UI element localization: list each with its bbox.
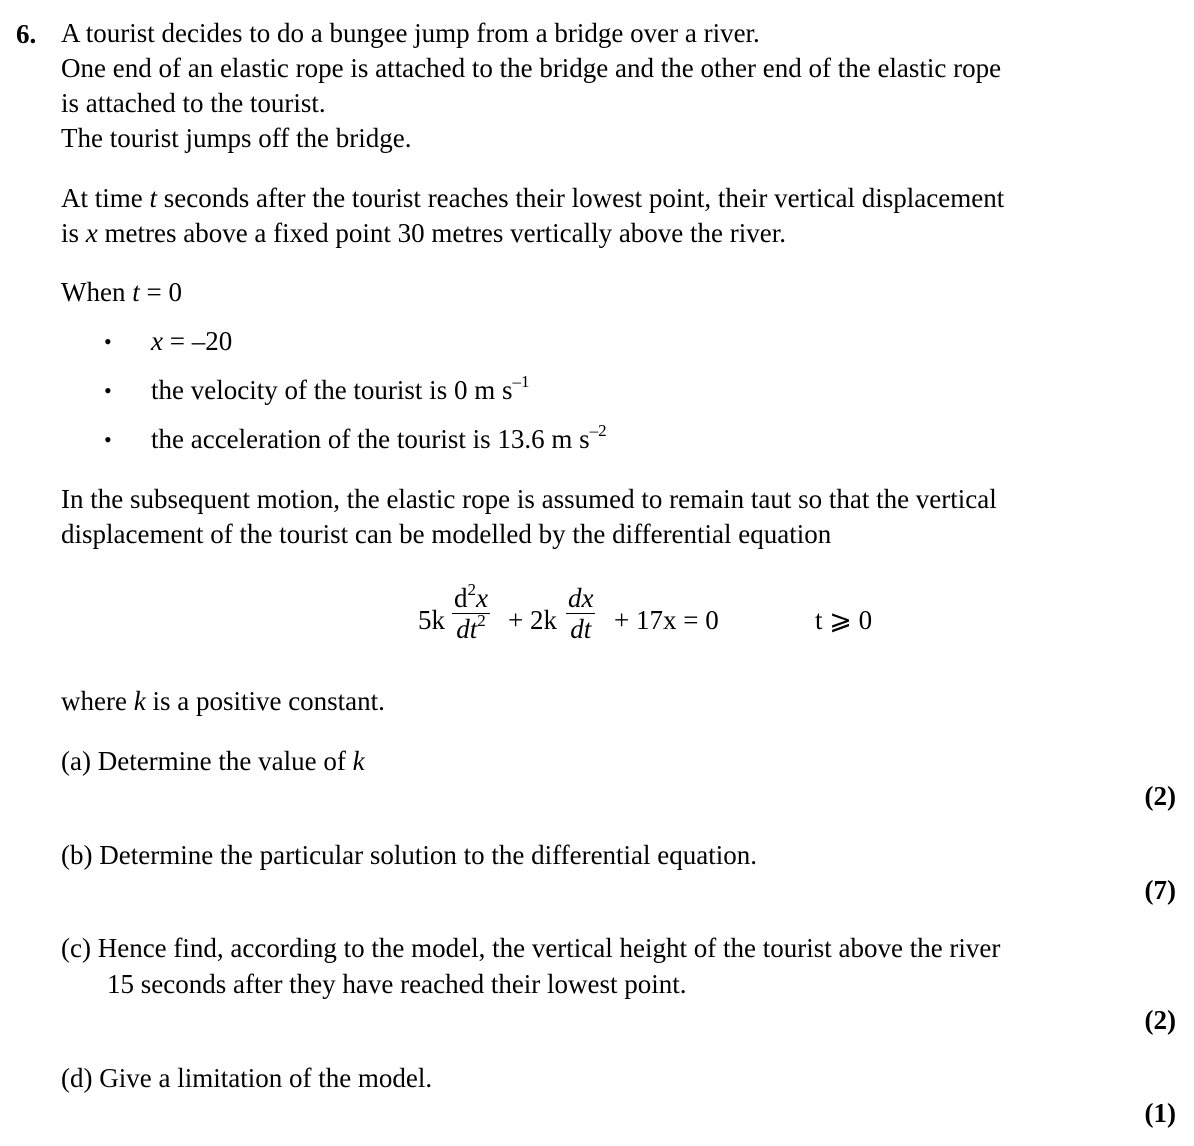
eq-coef-5k: 5k xyxy=(418,605,445,635)
part-d: (d) Give a limitation of the model. xyxy=(61,1063,433,1093)
bullet-1: • xyxy=(104,329,112,354)
condition-acceleration: the acceleration of the tourist is 13.6 m $s^{-2}$ xyxy=(151,421,607,454)
when-line: When t = 0 xyxy=(61,277,182,307)
eq-plus-2k: + 2k xyxy=(508,605,557,635)
eq-rest: + 17x = 0 xyxy=(614,605,719,635)
intro-paragraph xyxy=(61,16,1141,156)
model-line: displacement of the tourist can be modelled by the differential equation xyxy=(61,519,832,549)
intro-line: is attached to the tourist. xyxy=(61,88,326,118)
intro-line: A tourist decides to do a bungee jump from a bridge over a river. xyxy=(61,18,760,48)
mark-d: (1) xyxy=(1144,1098,1176,1128)
mark-b: (7) xyxy=(1144,875,1176,905)
model-line: In the subsequent motion, the elastic rope is assumed to remain taut so that the vertical xyxy=(61,484,997,514)
intro-line: The tourist jumps off the bridge. xyxy=(61,123,412,153)
part-c: (c) Hence find, according to the model, the vertical height of the tourist above the river 15 seconds after they have reached their lowest point. xyxy=(61,933,1001,999)
condition-velocity: the velocity of the tourist is 0 m $s^{-1}$ xyxy=(151,372,530,405)
time-line-2: is x metres above a fixed point 30 metres vertically above the river. xyxy=(61,218,786,248)
model-paragraph xyxy=(61,482,1141,552)
time-line-1: At time t seconds after the tourist reaches their lowest point, their vertical displacement xyxy=(61,183,1005,213)
eq-second-derivative: $\frac{d^2x}{dt^2}$ xyxy=(454,580,488,644)
bullet-2: • xyxy=(104,378,112,403)
eq-first-derivative: $\frac{dx}{dt}$ xyxy=(568,583,594,644)
eq-domain: t ⩾ 0 xyxy=(815,605,873,635)
bullet-3: • xyxy=(104,427,112,452)
mark-a: (2) xyxy=(1144,781,1176,811)
mark-c: (2) xyxy=(1144,1005,1176,1035)
condition-displacement: x = –20 xyxy=(151,326,233,356)
part-a: (a) Determine the value of k xyxy=(61,746,365,776)
where-line: where k is a positive constant. xyxy=(61,686,385,716)
question-number: 6. xyxy=(16,19,37,49)
intro-line: One end of an elastic rope is attached to the bridge and the other end of the elastic rope xyxy=(61,53,1002,83)
time-paragraph xyxy=(61,181,1141,251)
part-b: (b) Determine the particular solution to the differential equation. xyxy=(61,840,758,870)
